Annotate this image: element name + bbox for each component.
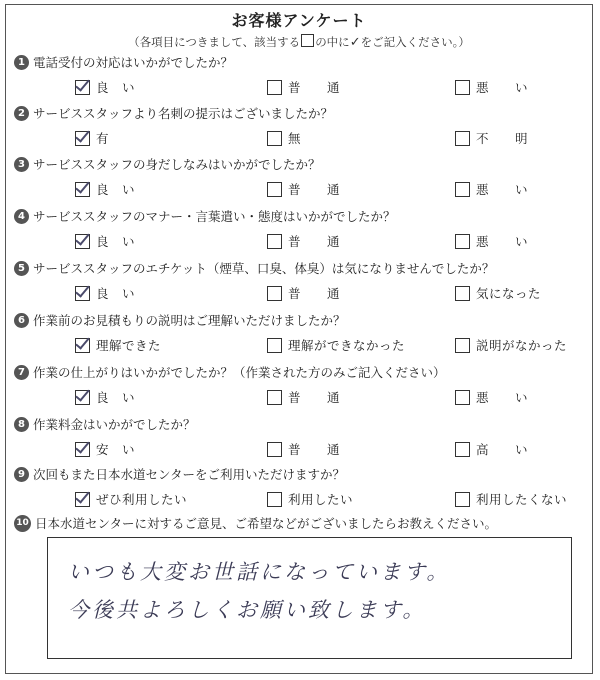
option-label: 無 <box>288 131 302 146</box>
check-mark-icon: ✓ <box>349 35 361 50</box>
option-label: 良 い <box>96 390 136 405</box>
question-6-option-2[interactable] <box>267 336 405 354</box>
checked-checkbox-icon[interactable] <box>75 286 90 301</box>
option-label: 悪 い <box>476 390 529 405</box>
question-6 <box>14 311 346 329</box>
question-text: 作業の仕上がりはいかがでしたか？（作業された方のみご記入ください） <box>33 365 446 380</box>
question-8-option-1[interactable] <box>75 440 135 458</box>
question-3-option-2[interactable] <box>267 180 340 198</box>
checkbox-icon[interactable] <box>455 338 470 353</box>
instruction-mid: の中に <box>315 35 350 49</box>
question-7-option-2[interactable] <box>267 388 340 406</box>
option-label: 理解ができなかった <box>288 338 406 353</box>
question-text: 電話受付の対応はいかがでしたか？ <box>33 55 234 70</box>
question-text: 作業料金はいかがでしたか？ <box>33 417 196 432</box>
instruction-post: をご記入ください。） <box>360 35 470 49</box>
question-4-option-1[interactable] <box>75 232 135 250</box>
question-8-option-3[interactable] <box>455 440 528 458</box>
question-9-option-3[interactable] <box>455 490 567 508</box>
question-text: サービススタッフの身だしなみはいかがでしたか？ <box>33 157 321 172</box>
checked-checkbox-icon[interactable] <box>75 338 90 353</box>
question-5-option-3[interactable] <box>455 284 541 302</box>
question-9-option-1[interactable] <box>75 490 187 508</box>
checkbox-icon[interactable] <box>267 492 282 507</box>
question-2-option-3[interactable] <box>455 129 528 147</box>
checked-checkbox-icon[interactable] <box>75 80 90 95</box>
option-label: 気になった <box>476 286 542 301</box>
question-number-icon: 10 <box>14 515 31 532</box>
option-label: 利用したくない <box>476 492 568 507</box>
option-label: 良 い <box>96 234 136 249</box>
checked-checkbox-icon[interactable] <box>75 234 90 249</box>
question-7-option-1[interactable] <box>75 388 135 406</box>
question-1-option-2[interactable] <box>267 78 340 96</box>
question-text: サービススタッフのエチケット（煙草、口臭、体臭）は気になりませんでしたか？ <box>33 261 495 276</box>
question-2 <box>14 104 333 122</box>
comment-box[interactable] <box>47 537 572 659</box>
comment-line-2: 今後共よろしくお願い致します。 <box>68 598 427 622</box>
option-label: 普 通 <box>288 80 341 95</box>
option-label: 利用したい <box>288 492 354 507</box>
question-6-option-1[interactable] <box>75 336 161 354</box>
question-text: 次回もまた日本水道センターをご利用いただけますか？ <box>33 467 346 482</box>
question-text: サービススタッフより名刺の提示はございましたか？ <box>33 106 334 121</box>
option-label: ぜひ利用したい <box>96 492 188 507</box>
option-label: 不 明 <box>476 131 529 146</box>
instruction-pre: （各項目につきまして、該当する <box>128 35 301 49</box>
option-label: 説明がなかった <box>476 338 568 353</box>
checkbox-icon[interactable] <box>267 338 282 353</box>
question-1-option-1[interactable] <box>75 78 135 96</box>
question-number-icon: 3 <box>14 157 29 172</box>
question-number-icon: 2 <box>14 106 29 121</box>
checkbox-icon[interactable] <box>267 80 282 95</box>
checkbox-icon[interactable] <box>455 234 470 249</box>
question-text: 作業前のお見積もりの説明はご理解いただけましたか？ <box>33 313 346 328</box>
question-10 <box>14 514 497 532</box>
checked-checkbox-icon[interactable] <box>75 182 90 197</box>
option-label: 理解できた <box>96 338 162 353</box>
question-6-option-3[interactable] <box>455 336 567 354</box>
question-1-option-3[interactable] <box>455 78 528 96</box>
question-number-icon: 9 <box>14 467 29 482</box>
option-label: 普 通 <box>288 286 341 301</box>
checkbox-icon[interactable] <box>455 390 470 405</box>
checkbox-icon[interactable] <box>267 286 282 301</box>
option-label: 有 <box>96 131 110 146</box>
option-label: 安 い <box>96 442 136 457</box>
question-5-option-2[interactable] <box>267 284 340 302</box>
question-text: サービススタッフのマナー・言葉遣い・態度はいかがでしたか？ <box>33 209 396 224</box>
question-9-option-2[interactable] <box>267 490 353 508</box>
question-3-option-1[interactable] <box>75 180 135 198</box>
option-label: 悪 い <box>476 182 529 197</box>
question-text: 日本水道センターに対するご意見、ご希望などがございましたらお教えください。 <box>35 516 498 531</box>
option-label: 悪 い <box>476 234 529 249</box>
checkbox-icon[interactable] <box>455 442 470 457</box>
option-label: 高 い <box>476 442 529 457</box>
question-number-icon: 5 <box>14 261 29 276</box>
question-7 <box>14 363 446 381</box>
checked-checkbox-icon[interactable] <box>75 492 90 507</box>
checkbox-icon[interactable] <box>267 234 282 249</box>
option-label: 悪 い <box>476 80 529 95</box>
instruction-text <box>6 34 592 50</box>
checkbox-icon[interactable] <box>455 492 470 507</box>
question-5-option-1[interactable] <box>75 284 135 302</box>
question-number-icon: 6 <box>14 313 29 328</box>
option-label: 普 通 <box>288 234 341 249</box>
checkbox-icon[interactable] <box>455 131 470 146</box>
question-4-option-2[interactable] <box>267 232 340 250</box>
question-5 <box>14 259 494 277</box>
question-2-option-1[interactable] <box>75 129 109 147</box>
checkbox-icon[interactable] <box>455 286 470 301</box>
question-4-option-3[interactable] <box>455 232 528 250</box>
question-9 <box>14 465 345 483</box>
checked-checkbox-icon[interactable] <box>75 390 90 405</box>
question-8-option-2[interactable] <box>267 440 340 458</box>
question-1 <box>14 53 233 71</box>
comment-line-1: いつも大変お世話になっています。 <box>68 560 451 584</box>
checkbox-icon[interactable] <box>455 80 470 95</box>
option-label: 良 い <box>96 80 136 95</box>
question-number-icon: 7 <box>14 365 29 380</box>
option-label: 良 い <box>96 286 136 301</box>
option-label: 普 通 <box>288 182 341 197</box>
question-8 <box>14 415 196 433</box>
checkbox-icon[interactable] <box>267 442 282 457</box>
option-label: 普 通 <box>288 390 341 405</box>
checkbox-icon[interactable] <box>267 131 282 146</box>
question-number-icon: 8 <box>14 417 29 432</box>
checkbox-icon[interactable] <box>267 390 282 405</box>
sample-checkbox-icon <box>301 34 314 47</box>
page-title: お客様アンケート <box>231 11 367 30</box>
option-label: 良 い <box>96 182 136 197</box>
checked-checkbox-icon[interactable] <box>75 131 90 146</box>
question-2-option-2[interactable] <box>267 129 301 147</box>
option-label: 普 通 <box>288 442 341 457</box>
question-7-option-3[interactable] <box>455 388 528 406</box>
question-3 <box>14 155 321 173</box>
checkbox-icon[interactable] <box>455 182 470 197</box>
checked-checkbox-icon[interactable] <box>75 442 90 457</box>
checkbox-icon[interactable] <box>267 182 282 197</box>
question-4 <box>14 207 396 225</box>
question-number-icon: 1 <box>14 55 29 70</box>
question-number-icon: 4 <box>14 209 29 224</box>
question-3-option-3[interactable] <box>455 180 528 198</box>
